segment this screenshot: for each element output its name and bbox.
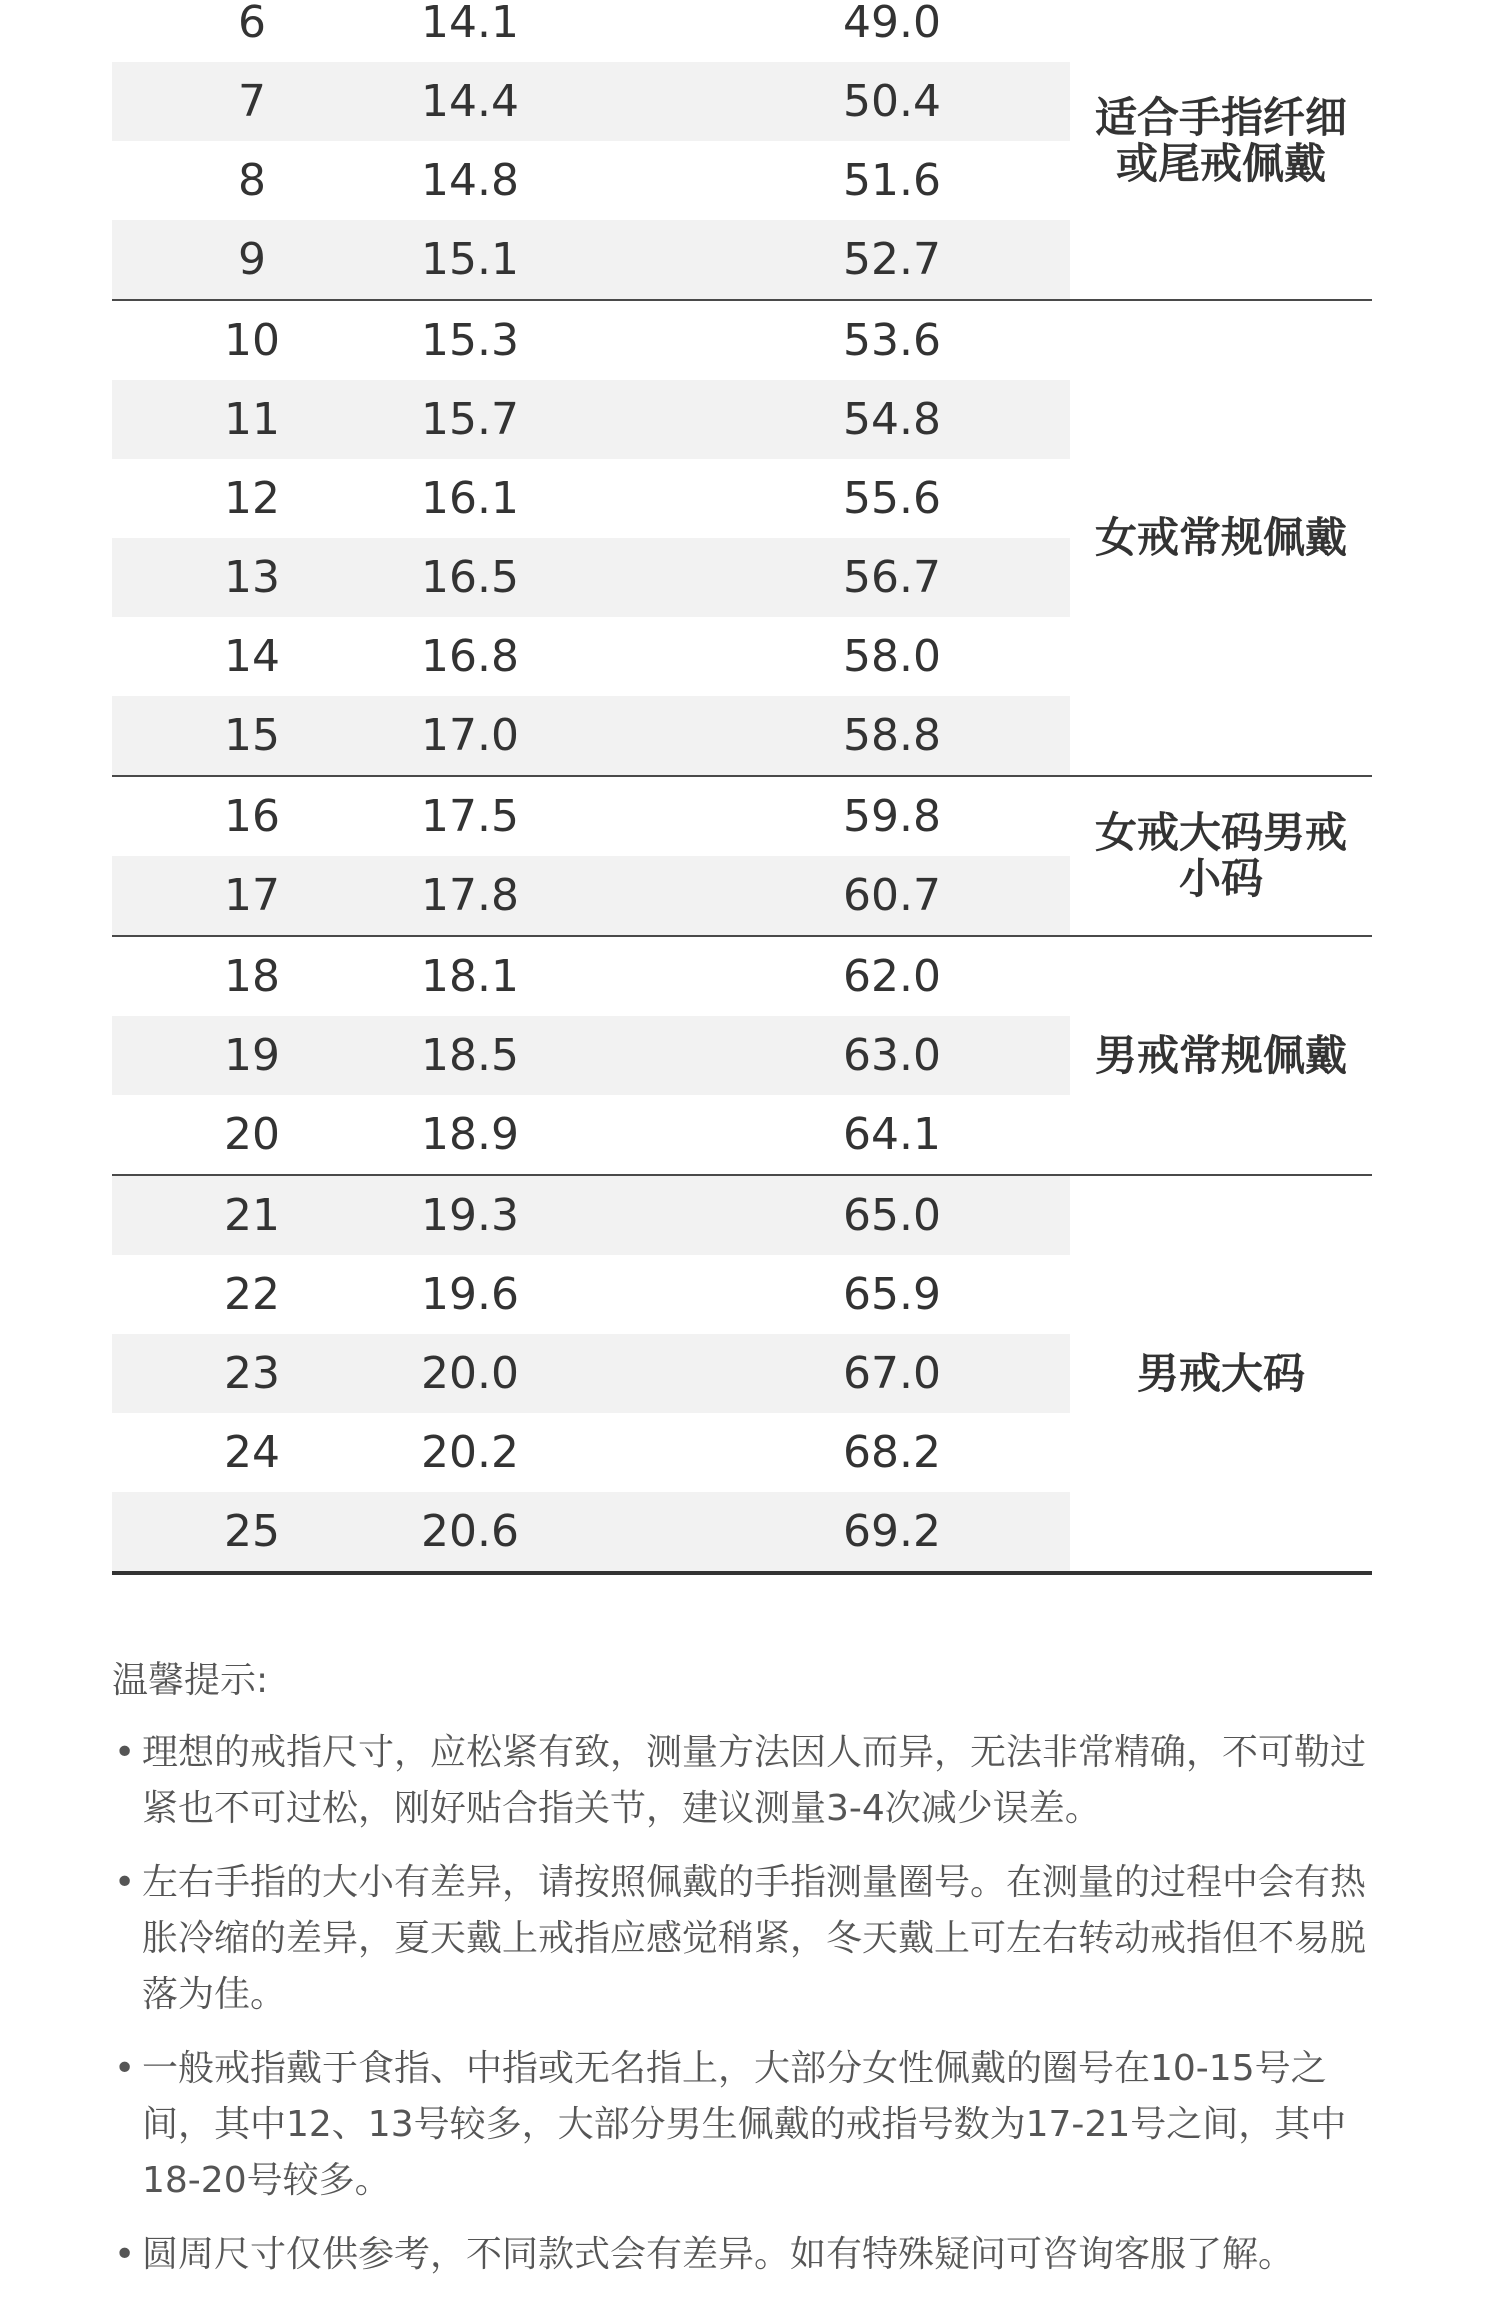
circumference-cell: 65.0	[843, 1190, 941, 1241]
circumference-cell: 58.0	[843, 631, 941, 682]
group-note	[1070, 301, 1372, 775]
diameter-cell: 14.8	[421, 155, 519, 206]
ring-size-cell: 25	[224, 1506, 280, 1557]
bullet-icon: •	[114, 1862, 136, 1903]
circumference-cell: 67.0	[843, 1348, 941, 1399]
diameter-cell: 17.8	[421, 870, 519, 921]
size-group	[112, 777, 1372, 937]
tips-title: 温馨提示:	[112, 1660, 269, 1701]
bullet-icon: •	[114, 1732, 136, 1773]
circumference-cell: 59.8	[843, 791, 941, 842]
circumference-cell: 54.8	[843, 394, 941, 445]
ring-size-cell: 11	[224, 394, 280, 445]
ring-size-cell: 17	[224, 870, 280, 921]
ring-size-cell: 20	[224, 1109, 280, 1160]
circumference-cell: 50.4	[843, 76, 941, 127]
circumference-cell: 65.9	[843, 1269, 941, 1320]
group-note	[1070, 1176, 1372, 1571]
tip-item	[112, 1725, 1382, 1837]
diameter-cell: 20.0	[421, 1348, 519, 1399]
ring-size-cell: 19	[224, 1030, 280, 1081]
circumference-cell: 55.6	[843, 473, 941, 524]
group-note-text: 适合手指纤细或尾戒佩戴	[1094, 93, 1347, 188]
diameter-cell: 17.0	[421, 710, 519, 761]
ring-size-cell: 13	[224, 552, 280, 603]
group-note	[1070, 937, 1372, 1174]
circumference-cell: 69.2	[843, 1506, 941, 1557]
circumference-cell: 56.7	[843, 552, 941, 603]
ring-size-cell: 10	[224, 315, 280, 366]
diameter-cell: 15.7	[421, 394, 519, 445]
diameter-cell: 20.2	[421, 1427, 519, 1478]
diameter-cell: 16.8	[421, 631, 519, 682]
ring-size-cell: 23	[224, 1348, 280, 1399]
ring-size-cell: 24	[224, 1427, 280, 1478]
circumference-cell: 53.6	[843, 315, 941, 366]
diameter-cell: 18.5	[421, 1030, 519, 1081]
ring-size-cell: 16	[224, 791, 280, 842]
ring-size-cell: 18	[224, 951, 280, 1002]
ring-size-cell: 7	[238, 76, 266, 127]
group-note-text: 男戒常规佩戴	[1094, 1030, 1347, 1080]
tip-text: 左右手指的大小有差异，请按照佩戴的手指测量圈号。在测量的过程中会有热胀冷缩的差异，夏天戴上戒指应感觉稍紧，冬天戴上可左右转动戒指但不易脱落为佳。	[142, 1862, 1367, 2015]
diameter-cell: 17.5	[421, 791, 519, 842]
tip-item	[112, 1855, 1382, 2023]
diameter-cell: 19.6	[421, 1269, 519, 1320]
size-group	[112, 0, 1372, 301]
diameter-cell: 18.9	[421, 1109, 519, 1160]
ring-size-cell: 22	[224, 1269, 280, 1320]
size-group	[112, 301, 1372, 777]
diameter-cell: 18.1	[421, 951, 519, 1002]
group-note-text: 男戒大码	[1136, 1348, 1305, 1398]
bullet-icon: •	[114, 2234, 136, 2275]
ring-size-cell: 21	[224, 1190, 280, 1241]
tip-text: 圆周尺寸仅供参考，不同款式会有差异。如有特殊疑问可咨询客服了解。	[142, 2234, 1295, 2275]
diameter-cell: 16.5	[421, 552, 519, 603]
tip-text: 一般戒指戴于食指、中指或无名指上，大部分女性佩戴的圈号在10-15号之间，其中12、13号较多，大部分男生佩戴的戒指号数为17-21号之间，其中18-20号较多。	[142, 2048, 1347, 2201]
diameter-cell: 15.3	[421, 315, 519, 366]
ring-size-cell: 9	[238, 234, 266, 285]
diameter-cell: 14.1	[421, 0, 519, 48]
size-group	[112, 937, 1372, 1176]
group-note-text: 女戒常规佩戴	[1094, 513, 1347, 562]
circumference-cell: 52.7	[843, 234, 941, 285]
circumference-cell: 51.6	[843, 155, 941, 206]
circumference-cell: 68.2	[843, 1427, 941, 1478]
circumference-cell: 60.7	[843, 870, 941, 921]
diameter-cell: 14.4	[421, 76, 519, 127]
group-note-text: 女戒大码男戒小码	[1094, 808, 1347, 903]
diameter-cell: 15.1	[421, 234, 519, 285]
diameter-cell: 19.3	[421, 1190, 519, 1241]
circumference-cell: 49.0	[843, 0, 941, 48]
ring-size-cell: 12	[224, 473, 280, 524]
circumference-cell: 58.8	[843, 710, 941, 761]
ring-size-cell: 6	[238, 0, 266, 48]
size-group	[112, 1176, 1372, 1575]
ring-size-cell: 14	[224, 631, 280, 682]
circumference-cell: 63.0	[843, 1030, 941, 1081]
tip-item	[112, 2041, 1382, 2209]
diameter-cell: 16.1	[421, 473, 519, 524]
tip-text: 理想的戒指尺寸，应松紧有致，测量方法因人而异，无法非常精确，不可勒过紧也不可过松，刚好贴合指关节，建议测量3-4次减少误差。	[142, 1732, 1367, 1829]
circumference-cell: 62.0	[843, 951, 941, 1002]
ring-size-cell: 8	[238, 155, 266, 206]
circumference-cell: 64.1	[843, 1109, 941, 1160]
ring-size-table	[112, 0, 1372, 1575]
tip-item	[112, 2227, 1382, 2283]
ring-size-cell: 15	[224, 710, 280, 761]
group-note	[1070, 0, 1372, 299]
group-note	[1070, 777, 1372, 935]
diameter-cell: 20.6	[421, 1506, 519, 1557]
bullet-icon: •	[114, 2048, 136, 2089]
tips-section	[112, 1652, 1382, 2301]
